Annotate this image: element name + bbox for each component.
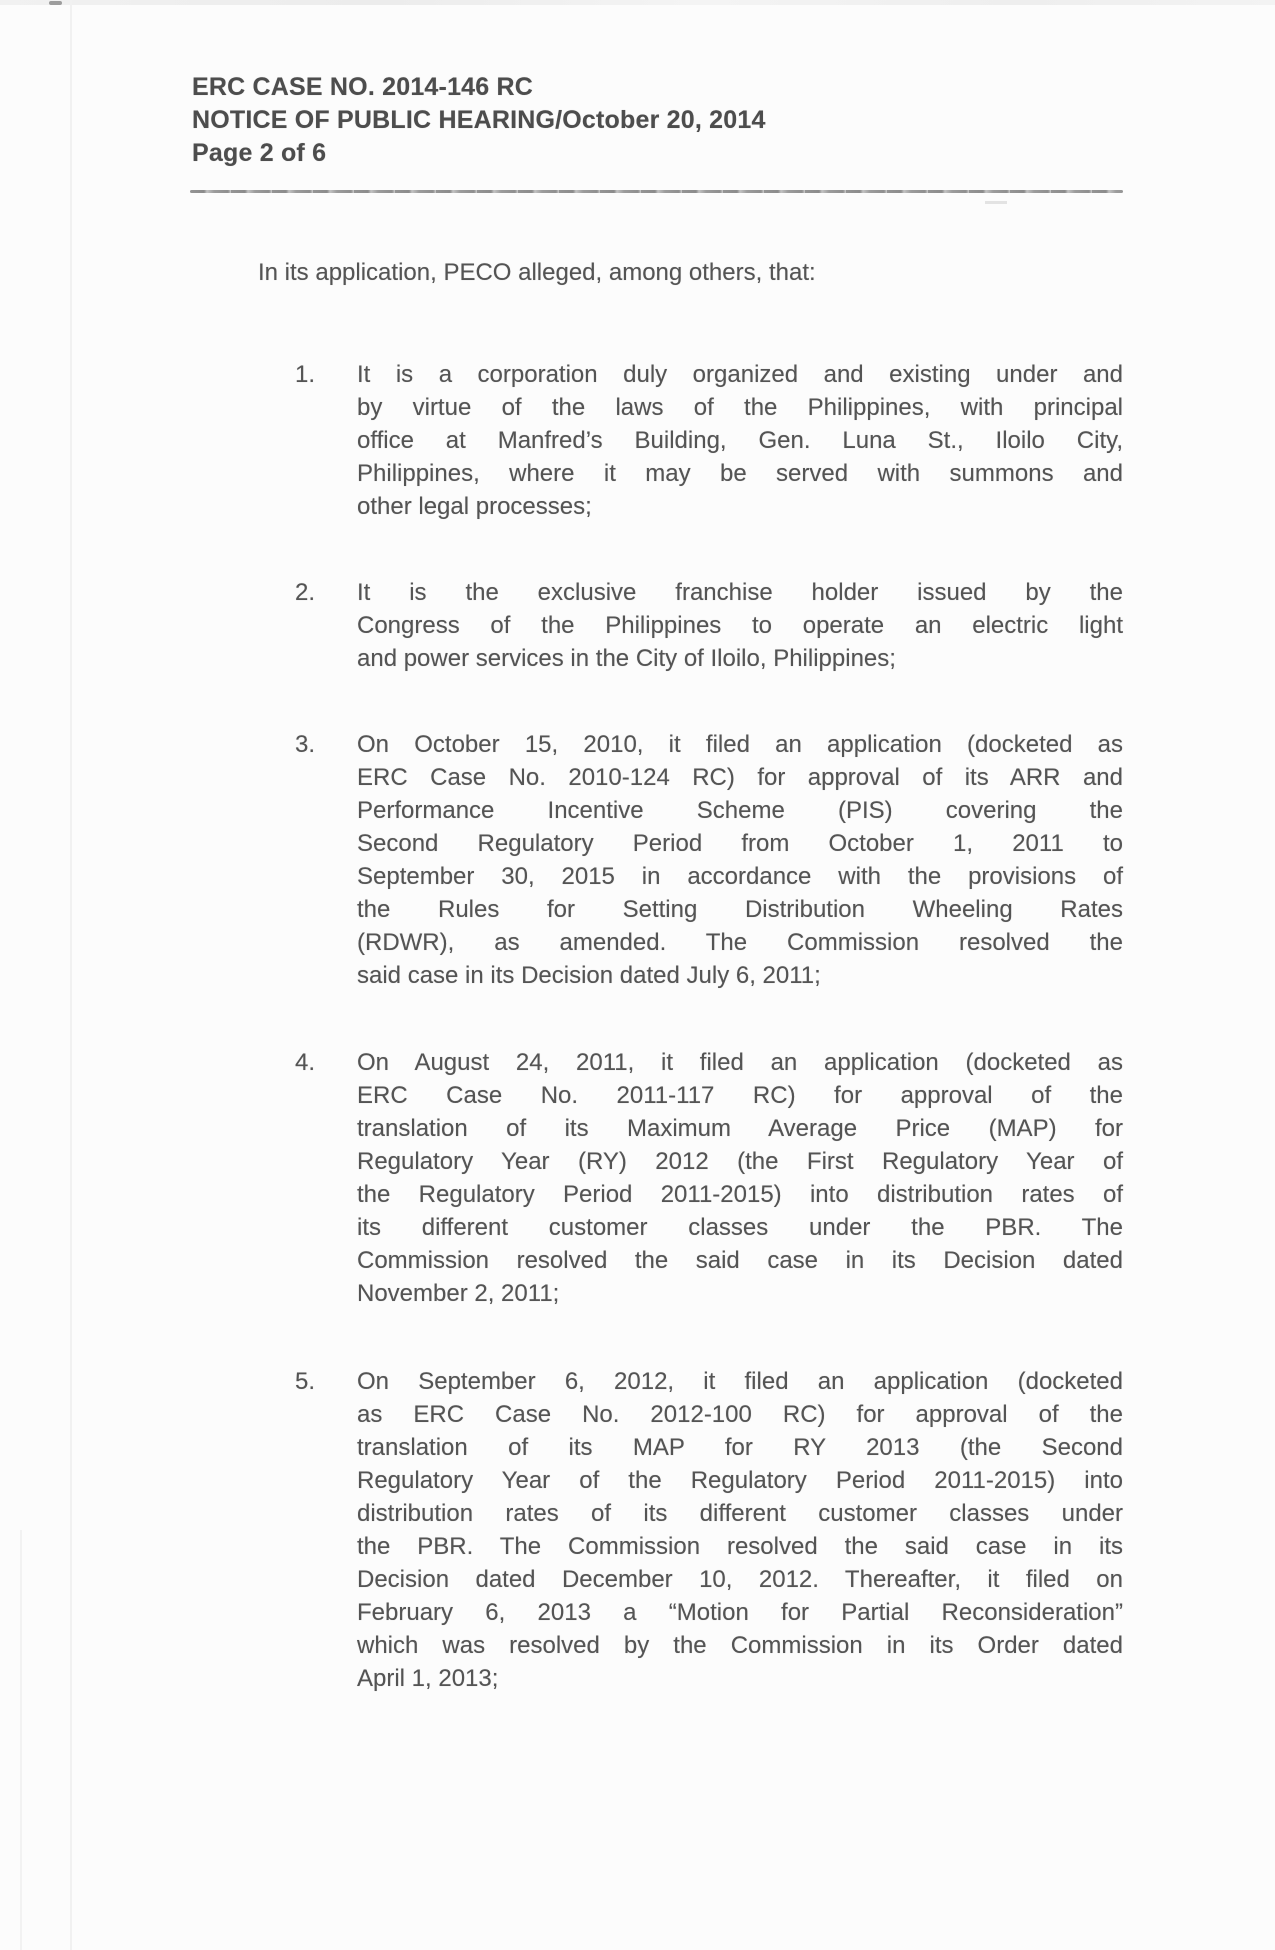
intro-paragraph: In its application, PECO alleged, among others, that: [258,259,816,286]
text-line: April 1, 2013; [357,1665,499,1692]
text-line: Regulatory Year of the Regulatory Period 2011-2015) into [357,1467,1123,1494]
text-line: other legal processes; [357,493,592,520]
allegation-item [295,1046,1123,1310]
item-number: 3. [295,731,316,758]
document-title: NOTICE OF PUBLIC HEARING/October 20, 2014 [192,106,766,134]
allegation-item [295,358,1123,523]
item-number: 2. [295,579,316,606]
text-line: November 2, 2011; [357,1280,560,1307]
item-number: 1. [295,361,316,388]
text-line: Commission resolved the said case in its Decision dated [357,1247,1123,1274]
text-line: translation of its Maximum Average Price (MAP) for [357,1115,1123,1142]
text-line: and power services in the City of Iloilo, Philippines; [357,645,896,672]
scan-artifact-top-band [0,0,1275,5]
text-line: On October 15, 2010, it filed an application (docketed as [357,731,1123,758]
text-line: the PBR. The Commission resolved the said case in its [357,1533,1123,1560]
allegation-item [295,728,1123,992]
text-line: It is a corporation duly organized and existing under and [357,361,1123,388]
item-text [357,358,1123,523]
item-number: 5. [295,1368,316,1395]
scan-artifact-right-mark [985,201,1007,204]
text-line: On September 6, 2012, it filed an application (docketed [357,1368,1123,1395]
text-line: February 6, 2013 a “Motion for Partial Reconsideration” [357,1599,1123,1626]
text-line: the Rules for Setting Distribution Wheeling Rates [357,896,1123,923]
item-text [357,728,1123,992]
item-text [357,576,1123,675]
text-line: distribution rates of its different customer classes under [357,1500,1123,1527]
text-line: said case in its Decision dated July 6, 2011; [357,962,821,989]
scan-artifact-vertical-streak [70,0,72,1950]
text-line: Congress of the Philippines to operate an electric light [357,612,1123,639]
text-line: ERC Case No. 2011-117 RC) for approval of the [357,1082,1123,1109]
item-text [357,1046,1123,1310]
text-line: On August 24, 2011, it filed an application (docketed as [357,1049,1123,1076]
allegation-item [295,576,1123,675]
header-divider-line [190,190,1123,193]
scan-artifact-top-dash [49,1,62,5]
text-line: translation of its MAP for RY 2013 (the Second [357,1434,1123,1461]
text-line: Performance Incentive Scheme (PIS) covering the [357,797,1123,824]
text-line: (RDWR), as amended. The Commission resolved the [357,929,1123,956]
document-header [192,71,766,170]
text-line: which was resolved by the Commission in its Order dated [357,1632,1123,1659]
text-line: It is the exclusive franchise holder issued by the [357,579,1123,606]
page-indicator: Page 2 of 6 [192,139,327,167]
text-line: Second Regulatory Period from October 1, 2011 to [357,830,1123,857]
text-line: office at Manfred’s Building, Gen. Luna St., Iloilo City, [357,427,1123,454]
text-line: the Regulatory Period 2011-2015) into distribution rates of [357,1181,1123,1208]
text-line: September 30, 2015 in accordance with the provisions of [357,863,1123,890]
text-line: Regulatory Year (RY) 2012 (the First Regulatory Year of [357,1148,1123,1175]
text-line: Decision dated December 10, 2012. Thereafter, it filed on [357,1566,1123,1593]
case-number: ERC CASE NO. 2014-146 RC [192,73,534,101]
text-line: ERC Case No. 2010-124 RC) for approval of its ARR and [357,764,1123,791]
text-line: as ERC Case No. 2012-100 RC) for approval of the [357,1401,1123,1428]
text-line: its different customer classes under the PBR. The [357,1214,1123,1241]
scan-artifact-left-edge-streak [20,1530,22,1950]
allegation-item [295,1365,1123,1695]
text-line: by virtue of the laws of the Philippines, with principal [357,394,1123,421]
item-text [357,1365,1123,1695]
text-line: Philippines, where it may be served with summons and [357,460,1123,487]
item-number: 4. [295,1049,316,1076]
